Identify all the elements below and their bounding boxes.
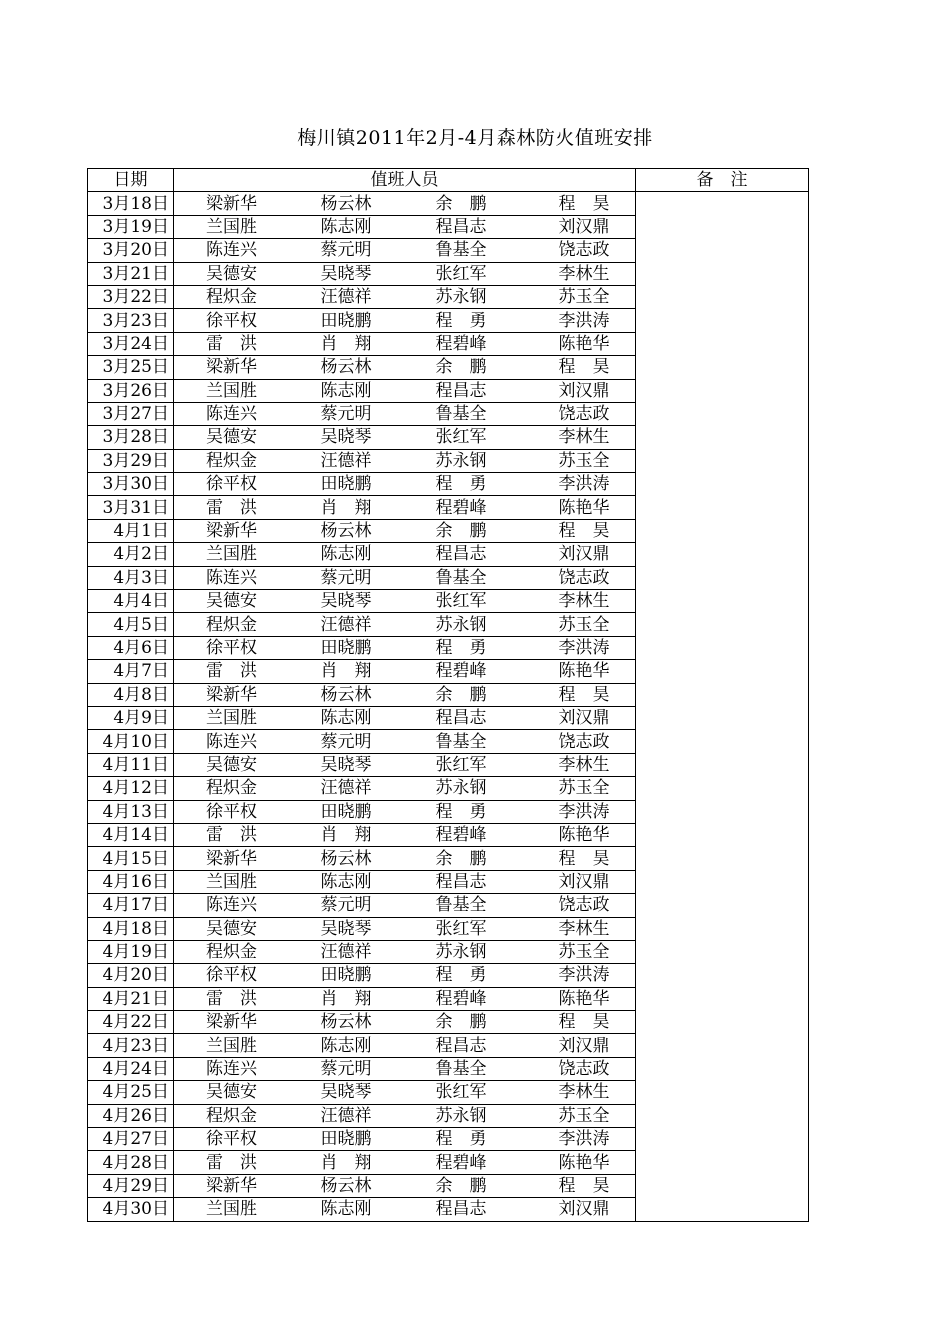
staff-cell: 陈连兴 [174, 894, 289, 917]
date-cell: 4月7日 [88, 660, 174, 683]
date-cell: 3月18日 [88, 192, 174, 215]
staff-cell: 李林生 [519, 590, 636, 613]
staff-cell: 程炽金 [174, 777, 289, 800]
date-cell: 4月12日 [88, 777, 174, 800]
staff-cell: 李洪涛 [519, 800, 636, 823]
staff-cell: 饶志政 [519, 1057, 636, 1080]
date-cell: 4月6日 [88, 636, 174, 659]
staff-cell: 徐平权 [174, 309, 289, 332]
staff-cell: 程 勇 [404, 473, 519, 496]
staff-cell: 吴晓琴 [289, 753, 404, 776]
staff-cell: 余 鹏 [404, 356, 519, 379]
staff-cell: 鲁基全 [404, 239, 519, 262]
date-cell: 4月24日 [88, 1057, 174, 1080]
staff-cell: 程碧峰 [404, 660, 519, 683]
staff-cell: 陈志刚 [289, 1198, 404, 1221]
staff-cell: 程 勇 [404, 309, 519, 332]
date-cell: 4月17日 [88, 894, 174, 917]
staff-cell: 苏玉全 [519, 449, 636, 472]
staff-cell: 田晓鹏 [289, 636, 404, 659]
staff-cell: 汪德祥 [289, 285, 404, 308]
date-cell: 4月22日 [88, 1011, 174, 1034]
staff-cell: 程碧峰 [404, 496, 519, 519]
staff-cell: 田晓鹏 [289, 964, 404, 987]
staff-cell: 饶志政 [519, 566, 636, 589]
notes-cell [636, 192, 809, 1221]
date-cell: 4月8日 [88, 683, 174, 706]
staff-cell: 兰国胜 [174, 215, 289, 238]
staff-cell: 鲁基全 [404, 402, 519, 425]
staff-cell: 张红军 [404, 917, 519, 940]
staff-cell: 吴德安 [174, 262, 289, 285]
staff-cell: 程昌志 [404, 379, 519, 402]
staff-cell: 程 勇 [404, 636, 519, 659]
staff-cell: 余 鹏 [404, 519, 519, 542]
staff-cell: 程昌志 [404, 1198, 519, 1221]
staff-cell: 程 勇 [404, 800, 519, 823]
staff-cell: 刘汉鼎 [519, 215, 636, 238]
staff-cell: 汪德祥 [289, 613, 404, 636]
staff-cell: 肖 翔 [289, 496, 404, 519]
staff-cell: 蔡元明 [289, 402, 404, 425]
staff-cell: 肖 翔 [289, 1151, 404, 1174]
staff-cell: 程昌志 [404, 1034, 519, 1057]
staff-cell: 鲁基全 [404, 1057, 519, 1080]
staff-cell: 雷 洪 [174, 496, 289, 519]
date-cell: 3月31日 [88, 496, 174, 519]
table-row [88, 192, 809, 215]
staff-cell: 兰国胜 [174, 379, 289, 402]
staff-cell: 程昌志 [404, 706, 519, 729]
date-cell: 3月23日 [88, 309, 174, 332]
page-title: 梅川镇2011年2月-4月森林防火值班安排 [297, 127, 653, 149]
staff-cell: 吴德安 [174, 1081, 289, 1104]
staff-cell: 陈艳华 [519, 660, 636, 683]
staff-cell: 程 昊 [519, 1174, 636, 1197]
date-cell: 4月29日 [88, 1174, 174, 1197]
staff-cell: 杨云林 [289, 847, 404, 870]
staff-cell: 吴德安 [174, 753, 289, 776]
header-row [88, 169, 809, 192]
staff-cell: 程昌志 [404, 543, 519, 566]
staff-cell: 雷 洪 [174, 660, 289, 683]
staff-cell: 吴德安 [174, 917, 289, 940]
date-cell: 4月25日 [88, 1081, 174, 1104]
staff-cell: 李洪涛 [519, 1128, 636, 1151]
staff-cell: 李林生 [519, 426, 636, 449]
date-cell: 4月9日 [88, 706, 174, 729]
staff-cell: 陈连兴 [174, 239, 289, 262]
staff-cell: 程 昊 [519, 192, 636, 215]
staff-cell: 张红军 [404, 753, 519, 776]
date-cell: 4月19日 [88, 940, 174, 963]
date-cell: 4月2日 [88, 543, 174, 566]
staff-cell: 兰国胜 [174, 706, 289, 729]
staff-cell: 李洪涛 [519, 473, 636, 496]
staff-cell: 田晓鹏 [289, 473, 404, 496]
date-cell: 4月13日 [88, 800, 174, 823]
date-cell: 4月26日 [88, 1104, 174, 1127]
staff-cell: 鲁基全 [404, 894, 519, 917]
date-cell: 4月10日 [88, 730, 174, 753]
staff-cell: 梁新华 [174, 192, 289, 215]
staff-cell: 田晓鹏 [289, 800, 404, 823]
staff-cell: 梁新华 [174, 683, 289, 706]
staff-cell: 程 昊 [519, 519, 636, 542]
table-body [88, 192, 809, 1221]
date-cell: 4月30日 [88, 1198, 174, 1221]
staff-cell: 程 勇 [404, 1128, 519, 1151]
date-cell: 4月11日 [88, 753, 174, 776]
staff-cell: 蔡元明 [289, 566, 404, 589]
staff-cell: 陈志刚 [289, 543, 404, 566]
staff-cell: 苏永钢 [404, 940, 519, 963]
staff-cell: 吴德安 [174, 426, 289, 449]
staff-cell: 蔡元明 [289, 1057, 404, 1080]
staff-cell: 张红军 [404, 262, 519, 285]
date-column-header: 日期 [88, 169, 174, 192]
staff-cell: 饶志政 [519, 730, 636, 753]
date-cell: 3月27日 [88, 402, 174, 425]
staff-cell: 李洪涛 [519, 636, 636, 659]
date-cell: 3月29日 [88, 449, 174, 472]
staff-cell: 程 勇 [404, 964, 519, 987]
staff-cell: 兰国胜 [174, 543, 289, 566]
staff-cell: 蔡元明 [289, 730, 404, 753]
date-cell: 3月26日 [88, 379, 174, 402]
date-cell: 4月27日 [88, 1128, 174, 1151]
staff-cell: 李林生 [519, 917, 636, 940]
staff-cell: 刘汉鼎 [519, 543, 636, 566]
staff-cell: 吴晓琴 [289, 1081, 404, 1104]
staff-cell: 苏永钢 [404, 1104, 519, 1127]
staff-cell: 梁新华 [174, 356, 289, 379]
staff-cell: 李洪涛 [519, 964, 636, 987]
date-cell: 4月1日 [88, 519, 174, 542]
staff-cell: 张红军 [404, 1081, 519, 1104]
staff-cell: 陈艳华 [519, 332, 636, 355]
staff-cell: 余 鹏 [404, 847, 519, 870]
staff-cell: 吴晓琴 [289, 262, 404, 285]
staff-cell: 徐平权 [174, 473, 289, 496]
staff-cell: 饶志政 [519, 402, 636, 425]
staff-cell: 苏永钢 [404, 449, 519, 472]
staff-column-header: 值班人员 [174, 169, 636, 192]
staff-cell: 雷 洪 [174, 823, 289, 846]
staff-cell: 刘汉鼎 [519, 1198, 636, 1221]
staff-cell: 刘汉鼎 [519, 706, 636, 729]
notes-column-header: 备 注 [636, 169, 809, 192]
duty-schedule-table [87, 168, 809, 1222]
staff-cell: 兰国胜 [174, 1198, 289, 1221]
staff-cell: 苏永钢 [404, 285, 519, 308]
staff-cell: 肖 翔 [289, 660, 404, 683]
staff-cell: 雷 洪 [174, 987, 289, 1010]
staff-cell: 苏玉全 [519, 777, 636, 800]
staff-cell: 兰国胜 [174, 870, 289, 893]
staff-cell: 陈艳华 [519, 823, 636, 846]
staff-cell: 杨云林 [289, 356, 404, 379]
staff-cell: 杨云林 [289, 1011, 404, 1034]
staff-cell: 汪德祥 [289, 777, 404, 800]
date-cell: 3月21日 [88, 262, 174, 285]
staff-cell: 吴晓琴 [289, 917, 404, 940]
staff-cell: 刘汉鼎 [519, 1034, 636, 1057]
staff-cell: 雷 洪 [174, 332, 289, 355]
staff-cell: 陈艳华 [519, 1151, 636, 1174]
staff-cell: 杨云林 [289, 519, 404, 542]
staff-cell: 程碧峰 [404, 987, 519, 1010]
staff-cell: 程炽金 [174, 940, 289, 963]
staff-cell: 程 昊 [519, 1011, 636, 1034]
date-cell: 3月24日 [88, 332, 174, 355]
date-cell: 4月15日 [88, 847, 174, 870]
staff-cell: 肖 翔 [289, 332, 404, 355]
date-cell: 3月19日 [88, 215, 174, 238]
staff-cell: 鲁基全 [404, 730, 519, 753]
staff-cell: 吴德安 [174, 590, 289, 613]
staff-cell: 陈连兴 [174, 402, 289, 425]
staff-cell: 刘汉鼎 [519, 870, 636, 893]
staff-cell: 梁新华 [174, 519, 289, 542]
staff-cell: 程炽金 [174, 1104, 289, 1127]
staff-cell: 汪德祥 [289, 1104, 404, 1127]
date-cell: 4月3日 [88, 566, 174, 589]
staff-cell: 程 昊 [519, 356, 636, 379]
staff-cell: 程昌志 [404, 215, 519, 238]
staff-cell: 陈志刚 [289, 379, 404, 402]
staff-cell: 汪德祥 [289, 940, 404, 963]
staff-cell: 陈志刚 [289, 1034, 404, 1057]
date-cell: 3月25日 [88, 356, 174, 379]
staff-cell: 陈连兴 [174, 1057, 289, 1080]
staff-cell: 徐平权 [174, 964, 289, 987]
staff-cell: 余 鹏 [404, 683, 519, 706]
date-cell: 3月28日 [88, 426, 174, 449]
staff-cell: 蔡元明 [289, 239, 404, 262]
staff-cell: 吴晓琴 [289, 590, 404, 613]
date-cell: 4月28日 [88, 1151, 174, 1174]
staff-cell: 陈艳华 [519, 496, 636, 519]
staff-cell: 程碧峰 [404, 332, 519, 355]
staff-cell: 汪德祥 [289, 449, 404, 472]
staff-cell: 程碧峰 [404, 823, 519, 846]
staff-cell: 张红军 [404, 590, 519, 613]
staff-cell: 程碧峰 [404, 1151, 519, 1174]
staff-cell: 陈志刚 [289, 870, 404, 893]
staff-cell: 程炽金 [174, 613, 289, 636]
staff-cell: 饶志政 [519, 239, 636, 262]
staff-cell: 苏永钢 [404, 613, 519, 636]
staff-cell: 余 鹏 [404, 1174, 519, 1197]
staff-cell: 雷 洪 [174, 1151, 289, 1174]
staff-cell: 程炽金 [174, 449, 289, 472]
staff-cell: 兰国胜 [174, 1034, 289, 1057]
staff-cell: 徐平权 [174, 1128, 289, 1151]
staff-cell: 苏玉全 [519, 613, 636, 636]
staff-cell: 蔡元明 [289, 894, 404, 917]
staff-cell: 肖 翔 [289, 823, 404, 846]
staff-cell: 陈连兴 [174, 566, 289, 589]
date-cell: 3月20日 [88, 239, 174, 262]
date-cell: 4月16日 [88, 870, 174, 893]
staff-cell: 肖 翔 [289, 987, 404, 1010]
staff-cell: 苏永钢 [404, 777, 519, 800]
staff-cell: 杨云林 [289, 683, 404, 706]
staff-cell: 陈志刚 [289, 706, 404, 729]
staff-cell: 饶志政 [519, 894, 636, 917]
staff-cell: 徐平权 [174, 800, 289, 823]
staff-cell: 杨云林 [289, 1174, 404, 1197]
staff-cell: 李林生 [519, 753, 636, 776]
staff-cell: 程炽金 [174, 285, 289, 308]
staff-cell: 程昌志 [404, 870, 519, 893]
staff-cell: 梁新华 [174, 1174, 289, 1197]
staff-cell: 鲁基全 [404, 566, 519, 589]
staff-cell: 田晓鹏 [289, 1128, 404, 1151]
staff-cell: 陈志刚 [289, 215, 404, 238]
staff-cell: 张红军 [404, 426, 519, 449]
date-cell: 4月14日 [88, 823, 174, 846]
staff-cell: 吴晓琴 [289, 426, 404, 449]
staff-cell: 梁新华 [174, 847, 289, 870]
date-cell: 4月4日 [88, 590, 174, 613]
staff-cell: 陈艳华 [519, 987, 636, 1010]
date-cell: 4月23日 [88, 1034, 174, 1057]
staff-cell: 苏玉全 [519, 285, 636, 308]
staff-cell: 苏玉全 [519, 940, 636, 963]
staff-cell: 程 昊 [519, 847, 636, 870]
staff-cell: 程 昊 [519, 683, 636, 706]
date-cell: 4月21日 [88, 987, 174, 1010]
staff-cell: 杨云林 [289, 192, 404, 215]
staff-cell: 苏玉全 [519, 1104, 636, 1127]
date-cell: 4月20日 [88, 964, 174, 987]
staff-cell: 余 鹏 [404, 192, 519, 215]
staff-cell: 李林生 [519, 262, 636, 285]
date-cell: 3月22日 [88, 285, 174, 308]
staff-cell: 李洪涛 [519, 309, 636, 332]
date-cell: 4月18日 [88, 917, 174, 940]
staff-cell: 田晓鹏 [289, 309, 404, 332]
staff-cell: 刘汉鼎 [519, 379, 636, 402]
date-cell: 3月30日 [88, 473, 174, 496]
staff-cell: 陈连兴 [174, 730, 289, 753]
staff-cell: 余 鹏 [404, 1011, 519, 1034]
date-cell: 4月5日 [88, 613, 174, 636]
staff-cell: 徐平权 [174, 636, 289, 659]
staff-cell: 李林生 [519, 1081, 636, 1104]
staff-cell: 梁新华 [174, 1011, 289, 1034]
